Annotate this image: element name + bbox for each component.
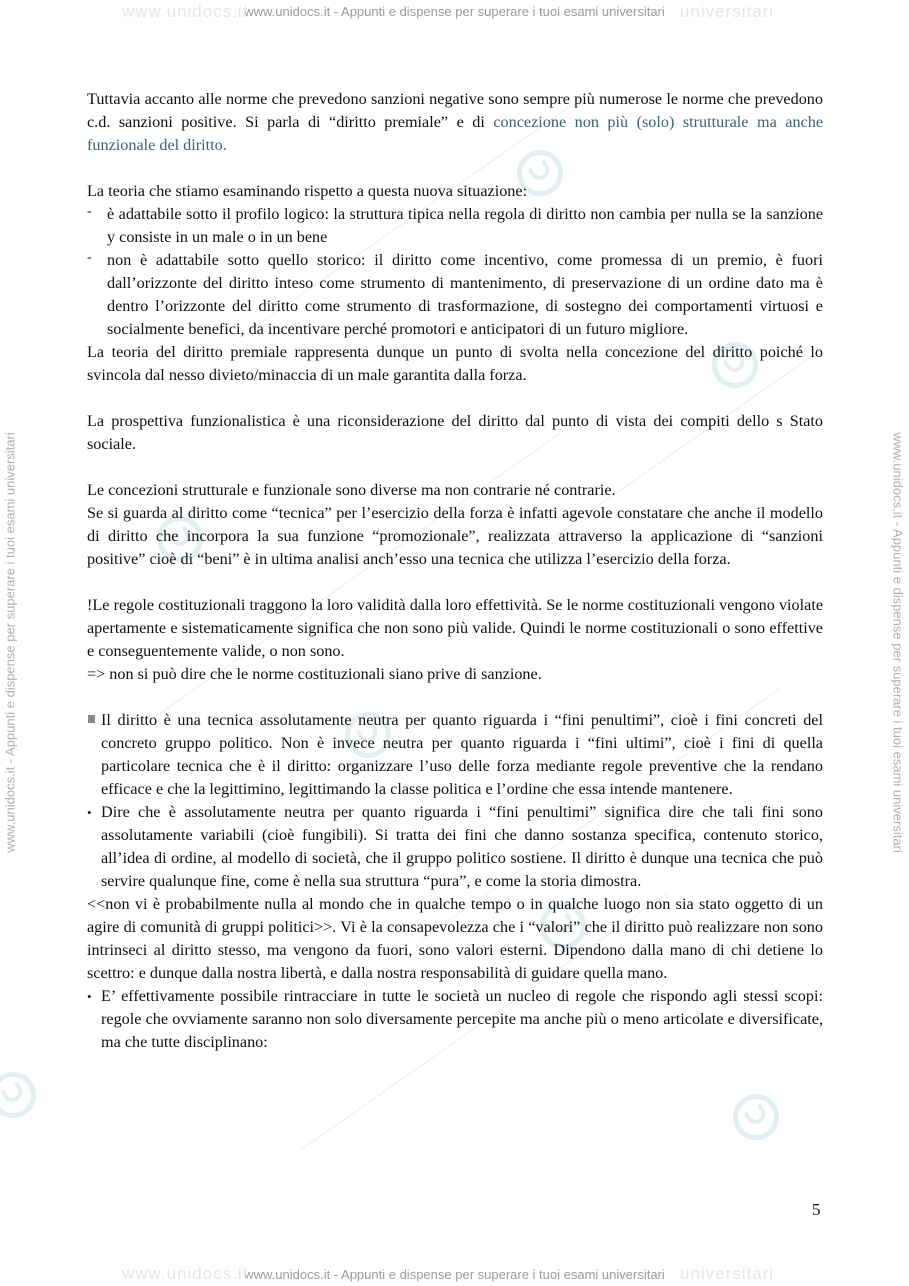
watermark-right-side: www.unidocs.it - Appunti e dispense per superare i tuoi esami universitari <box>890 432 906 853</box>
unidocs-logo-icon <box>0 1064 44 1127</box>
watermark-header: www.unidocs.it - Appunti e dispense per superare i tuoi esami universitari <box>244 4 665 19</box>
paragraph-conclusione-sanzione: => non si può dire che le norme costituzionali siano prive di sanzione. <box>87 665 542 683</box>
unidocs-logo-icon <box>725 1086 788 1149</box>
list-item: • E’ effettivamente possibile rintracciare in tutte le società un nucleo di regole che rispondo agli stessi scopi: regole che ovviamente saranno non solo diversamente percepite ma anche più o meno articolate e diversificate, ma che tutte disciplinano: <box>87 985 823 1054</box>
dash-list <box>87 203 823 341</box>
paragraph-diritto-premiale <box>87 88 823 157</box>
watermark-faint-text: universitari <box>680 1264 775 1283</box>
bullet-list <box>87 985 823 1054</box>
paragraph-concezioni: Le concezioni strutturale e funzionale sono diverse ma non contrarie né contrarie. <box>87 481 616 499</box>
watermark-faint-text: universitari <box>680 2 775 21</box>
list-item: - è adattabile sotto il profilo logico: la struttura tipica nella regola di diritto non cambia per nulla se la sanzione y consiste in un male o in un bene <box>87 203 823 249</box>
list-item: • Dire che è assolutamente neutra per quanto riguarda i “fini penultimi” significa dire che tali fini sono assolutamente variabili (cioè fungibili). Si tratta dei fini che danno sostanza specifica, contenuto storico, all’idea di ordine, al modello di società, che il gruppo politico sostiene. Il diritto è dunque una tecnica che può servire qualunque fine, come è nella sua struttura “pura”, e come la storia dimostra. <box>87 801 823 893</box>
paragraph-tecnica-forza: Se si guarda al diritto come “tecnica” per l’esercizio della forza è infatti agevole constatare che anche il modello di diritto che incorpora la sua funzione “promozionale”, realizzata attraverso la applicazione di “sanzioni positive” cioè di “beni” è in ultima analisi anch’esso una tecnica che utilizza l’esercizio della forza. <box>87 504 823 568</box>
paragraph-intro-list: La teoria che stiamo esaminando rispetto a questa nuova situazione: <box>87 182 528 200</box>
paragraph-text: Tuttavia accanto alle norme che prevedono sanzioni negative sono sempre più numerose le norme che prevedono c.d. sanzioni positive. Si parla di “diritto premiale” e di <box>87 90 823 131</box>
watermark-left-side: www.unidocs.it - Appunti e dispense per superare i tuoi esami universitari <box>2 432 18 853</box>
watermark-footer: www.unidocs.it - Appunti e dispense per superare i tuoi esami universitari <box>244 1267 665 1282</box>
highlighted-text: concezione non più (solo) strutturale ma anche funzionale del diritto. <box>87 113 823 154</box>
list-item: - non è adattabile sotto quello storico: il diritto come incentivo, come promessa di un premio, è fuori dall’orizzonte del diritto inteso come strumento di mantenimento, di preservazione di un ordine dato ma è dentro l’orizzonte del diritto come strumento di trasformazione, di sostegno dei comportamenti virtuosi e socialmente benefici, da incentivare perché promotori e anticipatori di un futuro migliore. <box>87 249 823 341</box>
paragraph-prospettiva-funzionalistica: La prospettiva funzionalistica è una riconsiderazione del diritto dal punto di vista dei compiti dello s Stato sociale. <box>87 412 823 453</box>
bullet-list <box>87 709 823 893</box>
page-number: 5 <box>812 1200 821 1219</box>
watermark-faint-text: www.unidocs.it <box>122 2 249 21</box>
document-body <box>87 88 823 1054</box>
paragraph-quotation: <<non vi è probabilmente nulla al mondo che in qualche tempo o in qualche luogo non sia stato oggetto di un agire di comunità di gruppi politici>>. Vi è la consapevolezza che i “valori” che il diritto può realizzare non sono intrinseci al diritto stesso, ma vengono da fuori, sono valori esterni. Dipendono dalla mano di chi detiene lo scettro: e dunque dalla nostra libertà, e dalla nostra responsabilità di guidare quella mano. <box>87 895 823 982</box>
paragraph-teoria-premiale: La teoria del diritto premiale rappresenta dunque un punto di svolta nella concezione del diritto poiché lo svincola dal nesso divieto/minaccia di un male garantita dalla forza. <box>87 343 823 384</box>
watermark-faint-text: www.unidocs.it <box>122 1264 249 1283</box>
paragraph-regole-costituzionali: !Le regole costituzionali traggono la loro validità dalla loro effettività. Se le norme costituzionali vengono violate apertamente e sistematicamente significa che non sono più valide. Quindi le norme costituzionali o sono effettive e conseguentemente valide, o non sono. <box>87 596 823 660</box>
list-item: Il diritto è una tecnica assolutamente neutra per quanto riguarda i “fini penultimi”, cioè i fini concreti del concreto gruppo politico. Non è invece neutra per quanto riguarda i “fini ultimi”, cioè i fini di quella particolare tecnica che è il diritto: organizzare l’uso delle forza mediante regole preventive che la rendano efficace e che la legittimino, legittimando la classe politica e l’ordine che essa intende mantenere. <box>87 709 823 801</box>
